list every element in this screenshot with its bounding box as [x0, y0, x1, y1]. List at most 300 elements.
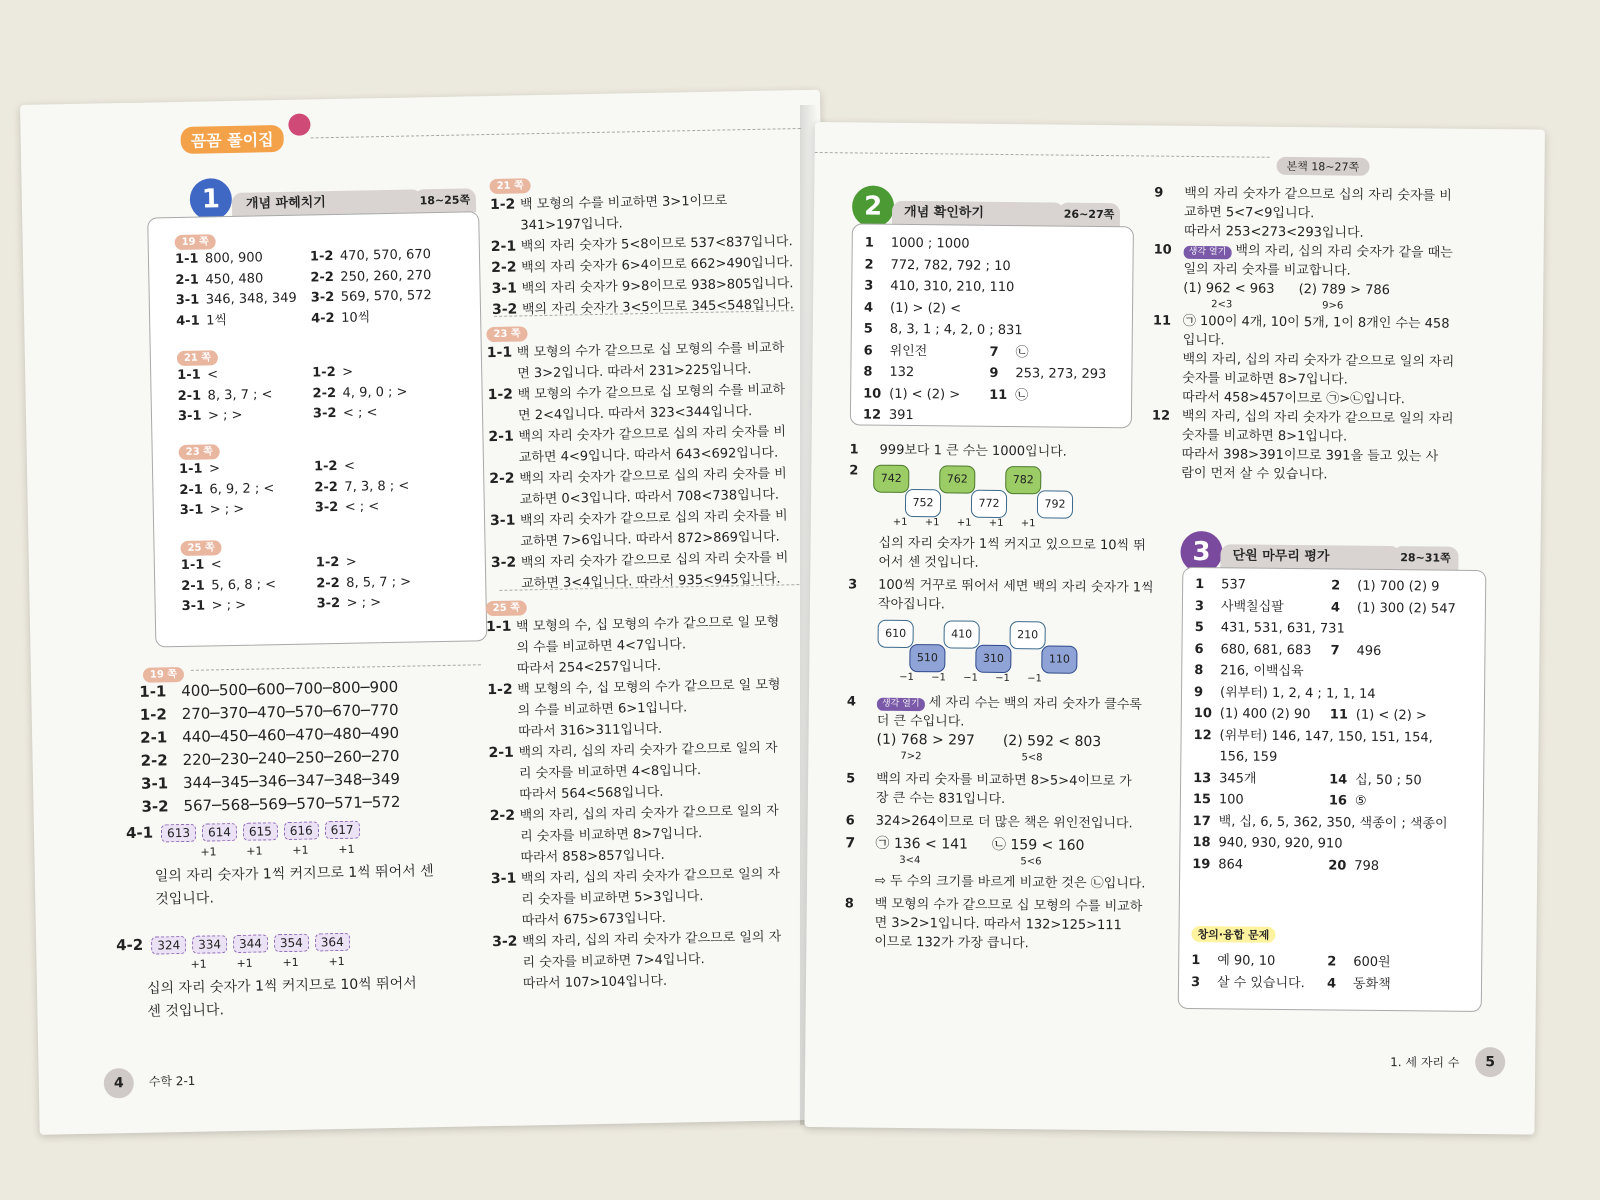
- question-number: [491, 545, 521, 546]
- solution-text: 리 숫자를 비교하면 4<8입니다.: [518, 763, 702, 782]
- hexagon: 110: [1041, 645, 1077, 673]
- answer-number: 14: [1329, 771, 1348, 788]
- section-divider: [191, 664, 481, 671]
- hexagon: 510: [909, 644, 945, 672]
- answer-value: <: [343, 458, 356, 474]
- question-number: 1-2: [139, 705, 168, 724]
- answer-number: 1-1: [178, 461, 203, 478]
- step1-badge: 1: [189, 178, 232, 221]
- answer-number: 12: [862, 407, 882, 423]
- solution-2: 2: [849, 463, 859, 479]
- right-page: [804, 122, 1544, 1135]
- question-number: [488, 715, 518, 716]
- answer-number: 6: [1194, 641, 1204, 657]
- question-4-2: [116, 930, 417, 1023]
- sequence-lines: [139, 676, 401, 819]
- number-cell: 615: [243, 822, 278, 841]
- answer-value: >: [342, 364, 354, 380]
- number-cell: 364: [315, 933, 350, 952]
- answer-number: 2-2: [312, 385, 337, 401]
- number-cell: 354: [274, 934, 309, 953]
- solution-text: 면 3>2입니다. 따라서 231>225입니다.: [517, 362, 752, 382]
- answer-number: 3-1: [181, 598, 206, 614]
- answer-value: 156, 159: [1219, 749, 1278, 765]
- solution-text: 따라서 858>857입니다.: [520, 847, 665, 866]
- answer-row: [863, 383, 1106, 407]
- hint-pill: 생각 열기: [1184, 246, 1232, 259]
- explanation-line: 십의 자리 숫자가 1씩 커지고 있으므로 10씩 뛰: [878, 535, 1146, 554]
- answer-number: 7: [989, 344, 999, 360]
- question-number: 2-2: [489, 807, 516, 825]
- answer-number: 5: [863, 321, 873, 337]
- answer-value: 8, 5, 7 ; >: [346, 574, 412, 591]
- step-labels: [899, 672, 1167, 686]
- explanation-line: 따라서 398>391이므로 391을 들고 있는 사: [1181, 446, 1439, 465]
- answer-number: 3: [1194, 598, 1205, 614]
- answer-value: 동화책: [1352, 976, 1391, 992]
- question-number: [491, 862, 521, 863]
- explanation-line: 면 3>2>1입니다. 따라서 132>125>111: [874, 915, 1122, 934]
- answer-row: [864, 254, 1107, 278]
- answer-number: 3-2: [312, 405, 337, 422]
- answer-row: [180, 497, 410, 522]
- explanation-line: 입니다.: [1182, 332, 1225, 349]
- answer-value: 772, 782, 792 ; 10: [890, 257, 1011, 274]
- page-tag: 19 쪽: [175, 234, 216, 250]
- number-cell: 324: [151, 936, 186, 955]
- monster-icon: [288, 113, 310, 135]
- answer-number: 1: [864, 235, 874, 251]
- question-number: 1-1: [486, 344, 513, 362]
- comparison-sub: 7>2 5<8: [900, 750, 1043, 764]
- question-number: [487, 673, 517, 674]
- solution-text: 백 모형의 수를 비교하면 3>1이므로: [519, 193, 728, 213]
- hint-pill: 생각 열기: [877, 698, 925, 711]
- answer-value: 600원: [1353, 954, 1391, 971]
- question-number: [491, 587, 521, 588]
- answer-number: 2-2: [314, 479, 339, 495]
- answer-value: 사백칠십팔: [1220, 598, 1284, 615]
- question-number: 3-2: [490, 554, 517, 572]
- explanation-line: 더 큰 수입니다.: [876, 713, 965, 730]
- question-number: [487, 378, 517, 379]
- explanation-line: 일의 자리 숫자를 비교합니다.: [1183, 261, 1351, 279]
- step2-title: 개념 확인하기: [892, 201, 1064, 227]
- answer-value: 940, 930, 920, 910: [1218, 835, 1343, 852]
- creative-problem-label: 창의·융합 문제: [1191, 926, 1275, 943]
- answer-number: 1-2: [309, 249, 334, 265]
- question-number: [491, 904, 521, 905]
- sequence-values: 270─370─470─570─670─770: [181, 700, 399, 724]
- answer-list: [863, 233, 1108, 429]
- hexagon-chain: [873, 465, 1170, 520]
- answer-value: (1) 400 (2) 90: [1219, 706, 1311, 723]
- question-number: 2-2: [489, 470, 515, 488]
- answer-value: 100: [1218, 792, 1244, 808]
- question-number: 3-2: [141, 797, 169, 816]
- step1-title: 개념 파헤치기: [232, 189, 422, 217]
- question-number: 4-1: [125, 823, 154, 843]
- answer-number: 2-1: [177, 388, 202, 404]
- answer-number: 4-1: [176, 313, 200, 329]
- step3-range: 28~31쪽: [1392, 546, 1458, 571]
- hexagon: 410: [943, 620, 979, 648]
- step-label: +1: [282, 955, 299, 970]
- solution-text: 면 2<4입니다. 따라서 323<344입니다.: [517, 404, 753, 424]
- answer-value: 346, 348, 349: [205, 290, 297, 308]
- explanation-line: 숫자를 비교하면 8>7입니다.: [1182, 370, 1348, 388]
- answer-value: >: [345, 554, 357, 570]
- answer-value: > ; >: [207, 407, 243, 424]
- answer-row: [1191, 950, 1391, 974]
- solution-text: 따라서 316>311입니다.: [517, 721, 663, 740]
- sequence-values: 220─230─240─250─260─270: [182, 746, 400, 769]
- step-label: +1: [956, 517, 972, 529]
- solution-text: 백의 자리, 십의 자리 숫자가 같으므로 일의 자: [518, 740, 778, 761]
- explanation-line: 이므로 132가 가장 큽니다.: [874, 934, 1029, 952]
- answer-value: 4, 9, 0 ; >: [342, 384, 408, 401]
- solution-text: 백의 자리, 십의 자리 숫자가 같으므로 일의 자: [522, 929, 782, 950]
- solution-text: 리 숫자를 비교하면 7>4입니다.: [522, 952, 705, 971]
- comparison-line: (1) 768 > 297 (2) 592 < 803: [876, 731, 1102, 751]
- answer-value: 800, 900: [204, 250, 264, 267]
- answer-value: (1) < (2) >: [889, 386, 961, 403]
- comparison-line: (1) 962 < 963 (2) 789 > 786: [1183, 280, 1391, 299]
- hexagon: 210: [1009, 621, 1045, 649]
- answer-row: [1193, 810, 1454, 834]
- answer-number: 2-1: [181, 578, 205, 594]
- answer-value: 6, 9, 2 ; <: [209, 480, 275, 497]
- answer-number: 2-1: [175, 272, 200, 288]
- question-number: 2-1: [488, 744, 514, 762]
- answer-number: 16: [1328, 793, 1348, 809]
- brand-label: 꼼꼼 풀이집: [180, 125, 283, 154]
- answer-number: 7: [1330, 642, 1340, 659]
- explanation-line: ⇨ 두 수의 크기를 바르게 비교한 것은 ㉡입니다.: [874, 873, 1146, 892]
- step-label: +1: [246, 844, 263, 858]
- question-number: 2-2: [140, 751, 168, 770]
- step1-range: 18~25쪽: [414, 188, 476, 213]
- answer-number: 3: [864, 278, 874, 294]
- step-label: +1: [236, 956, 253, 971]
- answer-row: [864, 319, 1107, 343]
- step2-answer-box: [850, 223, 1134, 428]
- answer-value: 798: [1354, 858, 1380, 874]
- number-cells: [151, 931, 356, 954]
- answer-value: 위인전: [889, 343, 928, 359]
- question-number: 1-2: [487, 681, 513, 699]
- answer-value: 십, 50 ; 50: [1355, 772, 1422, 788]
- step1-answer-box: [147, 211, 487, 647]
- hexagon-chain: [877, 620, 1168, 675]
- hexagon: 782: [1005, 466, 1041, 494]
- answer-row: [865, 233, 1108, 257]
- solution-text: 의 수를 비교하면 4<7입니다.: [516, 637, 687, 656]
- solution-text: 리 숫자를 비교하면 5>3입니다.: [521, 889, 704, 908]
- step2-range: 26~27쪽: [1058, 203, 1120, 228]
- page-tag: 23 쪽: [179, 444, 220, 460]
- footer-title: 수학 2-1: [148, 1073, 196, 1089]
- answer-number: 1: [1195, 577, 1205, 593]
- answer-number: 4: [1330, 599, 1341, 616]
- step-labels: [200, 841, 433, 858]
- solution-4: 4 생각 열기 세 자리 수는 백의 자리 숫자가 클수록: [846, 694, 1142, 713]
- question-number: 2-1: [139, 728, 168, 747]
- step3-badge: 3: [1180, 531, 1222, 573]
- answer-value: > ; >: [211, 597, 247, 614]
- hexagon: 792: [1037, 490, 1073, 518]
- question-number: [488, 736, 518, 737]
- step-label: −1: [899, 671, 914, 684]
- hexagon: 610: [877, 620, 913, 648]
- comparison-sub: 3<4 5<6: [899, 854, 1042, 868]
- page-tag: 25 쪽: [180, 540, 221, 556]
- solution-text: 교하면 0<3입니다. 따라서 708<738입니다.: [519, 487, 780, 508]
- answer-value: 496: [1356, 643, 1382, 659]
- number-cell: 613: [161, 824, 196, 843]
- step-label: +1: [1020, 518, 1036, 530]
- answer-value: >: [208, 461, 221, 477]
- question-number: 3-1: [491, 280, 518, 297]
- page-tag: 19 쪽: [143, 667, 184, 683]
- question-number: [492, 925, 522, 926]
- answer-value: < ; <: [342, 405, 378, 421]
- answer-number: 1-2: [312, 364, 336, 381]
- question-number: 3-1: [490, 870, 517, 888]
- answer-number: 2-2: [310, 269, 335, 285]
- answer-number: 3-2: [314, 499, 339, 516]
- answer-row: [863, 405, 1106, 429]
- answer-number: 20: [1328, 857, 1347, 874]
- answer-value: (1) 300 (2) 547: [1356, 600, 1456, 617]
- solution-text: 따라서 254<257입니다.: [516, 658, 662, 677]
- answer-value: (1) 700 (2) 9: [1357, 578, 1440, 595]
- hexagon: 762: [939, 465, 975, 493]
- solution-text: 교하면 7>6입니다. 따라서 872>869입니다.: [520, 529, 780, 550]
- solution-3: 3 100씩 거꾸로 뛰어서 세면 백의 자리 숫자가 1씩: [848, 577, 1154, 596]
- step-label: +1: [892, 516, 908, 528]
- answer-value: > ; >: [209, 501, 245, 518]
- solution-text: 의 수를 비교하면 6>1입니다.: [517, 700, 688, 719]
- solution-text: 리 숫자를 비교하면 8>7입니다.: [520, 826, 703, 845]
- question-number: 3-1: [140, 774, 169, 793]
- answer-row: [1192, 853, 1453, 877]
- solution-text: 341>197입니다.: [520, 216, 623, 234]
- solution-text: 따라서 675>673입니다.: [521, 910, 667, 929]
- hex-row-bottom: [905, 489, 1169, 520]
- question-number: 3-2: [492, 933, 518, 951]
- step3-answer-box: [1178, 567, 1487, 1012]
- step2-badge: 2: [852, 185, 894, 227]
- answer-row: [863, 340, 1106, 364]
- step3-title: 단원 마무리 평가: [1220, 544, 1400, 570]
- answer-row: [176, 307, 432, 332]
- answer-row: [864, 276, 1107, 300]
- step-label: +1: [292, 843, 309, 857]
- solution-11: [1152, 312, 1463, 410]
- solution-text: 백의 자리, 십의 자리 숫자가 같으므로 일의 자: [520, 866, 781, 887]
- answer-number: 4-2: [311, 310, 335, 326]
- answer-number: 1-1: [180, 557, 205, 573]
- answer-number: 3-1: [177, 408, 202, 425]
- answer-number: 9: [1193, 684, 1204, 700]
- hexagon: 742: [873, 465, 909, 493]
- solution-7: 7 ㉠ 136 < 141 ㉡ 159 < 160: [845, 835, 1085, 854]
- answer-row: [1195, 574, 1456, 598]
- answer-row: [1194, 639, 1455, 663]
- solution-6: 6 324>264이므로 더 많은 책은 위인전입니다.: [845, 813, 1133, 832]
- explanation-line: 따라서 253<273<293입니다.: [1183, 223, 1364, 241]
- explanation-line: 일의 자리 숫자가 1씩 커지므로 1씩 뛰어서 센: [154, 863, 434, 885]
- solution-5: 5 백의 자리 숫자를 비교하면 8>5>4이므로 가: [846, 771, 1132, 790]
- answer-number: 8: [863, 364, 873, 380]
- answer-value: 1000 ; 1000: [890, 235, 970, 252]
- answer-value: 216, 이백십육: [1220, 663, 1304, 680]
- answer-value: 537: [1221, 577, 1247, 593]
- answer-block-25: [180, 532, 411, 618]
- answer-value: 345개: [1219, 770, 1257, 787]
- step-label: +1: [328, 954, 345, 969]
- answer-row: [178, 403, 408, 428]
- answer-number: 3-2: [316, 595, 341, 612]
- page-tag: 25 쪽: [486, 600, 527, 616]
- sequence-values: 440─450─460─470─480─490: [181, 723, 400, 747]
- answer-value: 10씩: [341, 309, 371, 326]
- step-label: −1: [1027, 673, 1042, 685]
- answer-value: 450, 480: [205, 270, 264, 287]
- solution-line: [493, 969, 787, 994]
- page-tag: 23 쪽: [486, 326, 527, 342]
- explanation-line: 장 큰 수는 831입니다.: [875, 790, 1006, 808]
- solution-text: 백의 자리 숫자가 3<5이므로 345<548입니다.: [521, 297, 794, 318]
- answer-value: 8, 3, 1 ; 4, 2, 0 ; 831: [889, 321, 1023, 339]
- answer-value: > ; >: [346, 595, 382, 611]
- page-tag: 21 쪽: [177, 350, 218, 366]
- answer-value: 680, 681, 683: [1220, 641, 1312, 658]
- question-number: 4-2: [115, 935, 144, 955]
- answer-number: 3-1: [179, 502, 204, 519]
- answer-value: < ; <: [344, 499, 380, 515]
- question-number: [493, 988, 523, 989]
- question-number: [489, 799, 519, 800]
- answer-number: 2-1: [179, 482, 204, 498]
- solution-text: 교하면 3<4입니다. 따라서 935<945입니다.: [521, 571, 781, 592]
- answer-value: ㉡: [1015, 387, 1029, 403]
- answer-value: <: [210, 557, 222, 573]
- question-number: 3-2: [491, 301, 518, 318]
- solution-text: 백의 자리 숫자가 같으므로 십의 자리 숫자를 비: [519, 466, 787, 487]
- question-number: [490, 229, 520, 230]
- number-cell: 344: [233, 934, 268, 953]
- solution-8: 8 백 모형의 수가 같으므로 십 모형의 수를 비교하: [844, 896, 1143, 915]
- step-label: +1: [200, 845, 217, 859]
- step-label: −1: [995, 672, 1010, 685]
- answer-value: 백, 십, 6, 5, 362, 350, 색종이 ; 색종이: [1218, 813, 1448, 832]
- solution-1: 1 999보다 1 큰 수는 1000입니다.: [849, 442, 1067, 460]
- page-number: 5: [1475, 1047, 1505, 1077]
- solution-text: 교하면 4<9입니다. 따라서 643<692입니다.: [518, 445, 779, 466]
- answer-value: 예 90, 10: [1217, 953, 1276, 969]
- number-cells: [161, 819, 366, 842]
- solution-text: 따라서 564<568입니다.: [519, 784, 664, 803]
- number-cell: 334: [192, 935, 227, 954]
- answer-value: 살 수 있습니다.: [1216, 974, 1305, 991]
- answer-row: [1193, 746, 1454, 770]
- step-label: −1: [963, 672, 978, 684]
- explanation-line: 십의 자리 숫자가 1씩 커지므로 10씩 뛰어서: [146, 975, 417, 997]
- answer-value: 569, 570, 572: [340, 288, 432, 305]
- solution-text: 백의 자리, 십의 자리 숫자가 같으므로 일의 자: [519, 803, 779, 824]
- explanation-line: 람이 먼저 살 수 있습니다.: [1181, 465, 1328, 483]
- answer-number: 3-2: [310, 290, 335, 306]
- answer-value: 8, 3, 7 ; <: [207, 386, 273, 403]
- answer-row: [181, 593, 411, 618]
- sequence-values: 344─345─346─347─348─349: [182, 769, 401, 792]
- answer-list: [1192, 574, 1456, 878]
- number-cell: 617: [325, 821, 360, 840]
- question-number: [490, 841, 520, 842]
- solution-text: 백의 자리 숫자가 같으므로 십의 자리 숫자를 비: [519, 508, 788, 529]
- solution-text: 백의 자리 숫자가 9>8이므로 938>805입니다.: [521, 276, 794, 297]
- answer-number: 6: [863, 343, 873, 359]
- question-number: 1-1: [485, 618, 512, 636]
- answer-number: 5: [1194, 620, 1204, 636]
- answer-value: 431, 531, 631, 731: [1220, 620, 1345, 637]
- answer-block-23: [178, 436, 409, 522]
- hexagon: 310: [975, 645, 1011, 673]
- solution-text: 따라서 107>104입니다.: [522, 973, 668, 992]
- sequence-values: 567─568─569─570─571─572: [183, 792, 401, 815]
- question-number: 1-2: [487, 386, 514, 404]
- answer-value: 253, 273, 293: [1015, 366, 1107, 383]
- answer-value: 410, 310, 210, 110: [890, 278, 1015, 296]
- answer-number: 19: [1192, 856, 1211, 872]
- explanation-line: 백의 자리, 십의 자리 숫자가 같으므로 일의 자리: [1182, 351, 1455, 370]
- answer-row: [1193, 724, 1454, 748]
- answer-value: 250, 260, 270: [340, 267, 432, 285]
- answer-number: 11: [1329, 707, 1348, 723]
- answer-number: 2-2: [316, 575, 340, 591]
- solution-text: 백 모형의 수, 십 모형의 수가 같으므로 일 모형: [517, 677, 781, 698]
- step-labels: [893, 517, 1169, 531]
- sequence-line: [141, 791, 400, 819]
- answer-row: [1191, 971, 1391, 995]
- question-number: 2-1: [488, 428, 514, 446]
- solution-text: ㉠ 100이 4개, 10이 5개, 1이 8개인 수는 458: [1182, 313, 1450, 332]
- answer-number: 17: [1192, 813, 1211, 829]
- answer-block-19: [174, 225, 432, 332]
- answer-row: [1195, 596, 1456, 620]
- solution-column-right: [1151, 184, 1464, 486]
- solution-text: 백의 자리 숫자가 6>4이므로 662>490입니다.: [521, 255, 794, 276]
- answer-number: 10: [863, 386, 882, 402]
- question-number: 12: [1151, 408, 1171, 424]
- solution-text: 백의 자리 숫자가 5<8이므로 537<837입니다.: [520, 234, 793, 255]
- step-labels: [190, 954, 416, 971]
- answer-number: 18: [1192, 834, 1211, 851]
- answer-number: 1-2: [313, 458, 338, 475]
- question-number: 3-1: [489, 512, 516, 530]
- explanation-line: 작아집니다.: [877, 596, 945, 613]
- answer-number: 3-1: [175, 292, 200, 309]
- step-label: +1: [338, 842, 355, 857]
- question-4-1: [126, 817, 434, 910]
- hexagon: 752: [905, 489, 941, 517]
- step-label: −1: [931, 672, 946, 684]
- answer-row: [1192, 832, 1453, 856]
- question-number: 1-2: [489, 196, 516, 213]
- solution-block-23: [486, 316, 789, 594]
